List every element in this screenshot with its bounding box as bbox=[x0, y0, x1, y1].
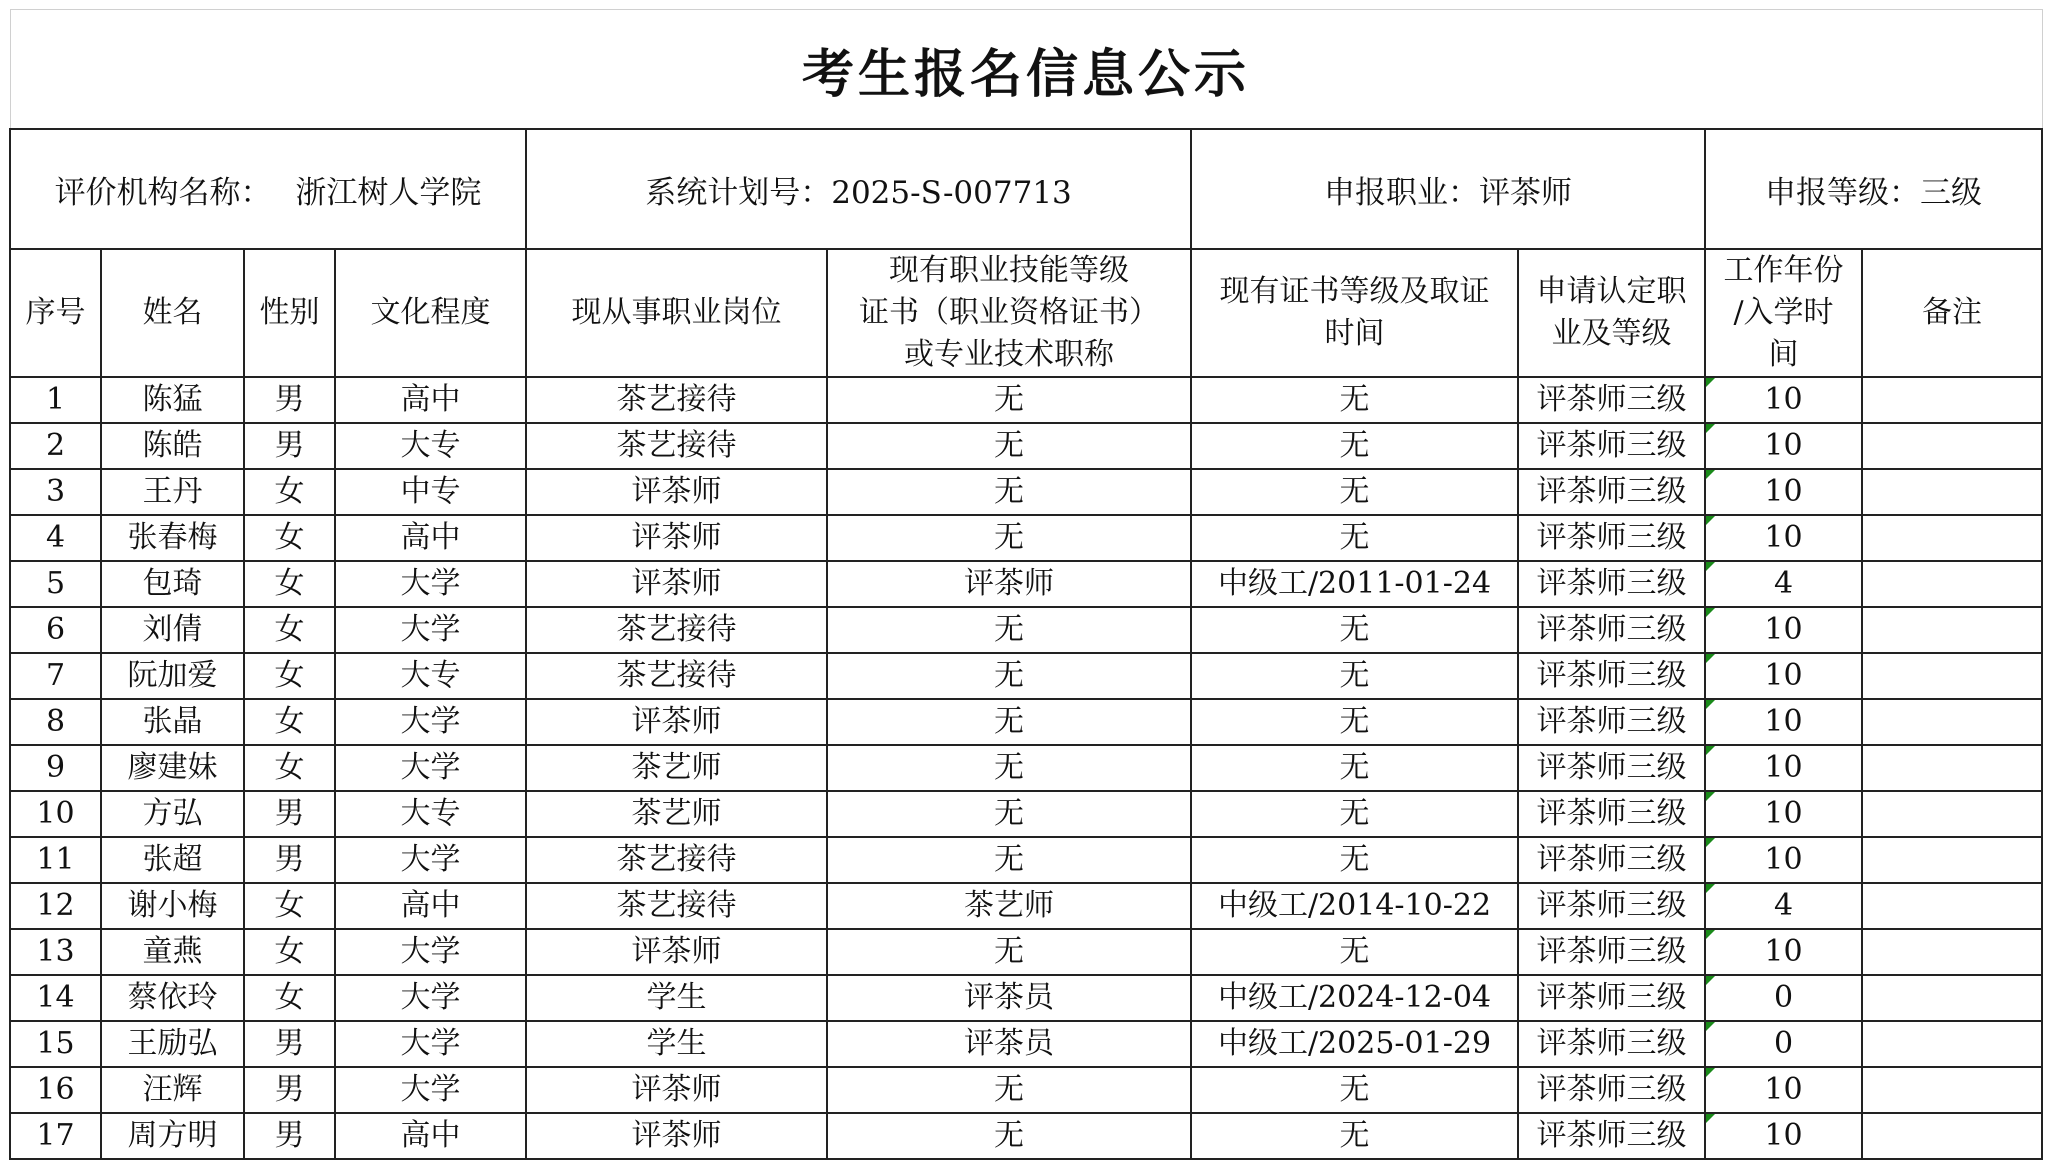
cell-education[interactable]: 大学 bbox=[335, 607, 526, 653]
cell-remark[interactable] bbox=[1862, 745, 2042, 791]
cell-current-job[interactable]: 茶艺接待 bbox=[526, 607, 827, 653]
header-remark[interactable]: 备注 bbox=[1862, 249, 2042, 377]
cell-current-job[interactable]: 茶艺接待 bbox=[526, 377, 827, 423]
cell-gender[interactable]: 女 bbox=[244, 929, 335, 975]
cell-years-value: 10 bbox=[1764, 428, 1803, 463]
cell-remark[interactable] bbox=[1862, 423, 2042, 469]
cell-current-job[interactable]: 评茶师 bbox=[526, 469, 827, 515]
plan-number-cell[interactable] bbox=[526, 129, 1191, 249]
cell-name[interactable]: 张超 bbox=[101, 837, 244, 883]
cell-seq[interactable]: 17 bbox=[10, 1113, 101, 1159]
cell-years[interactable] bbox=[1705, 1021, 1862, 1067]
cell-seq[interactable]: 16 bbox=[10, 1067, 101, 1113]
cell-gender[interactable]: 男 bbox=[244, 837, 335, 883]
number-stored-as-text-indicator bbox=[1706, 1114, 1715, 1123]
cell-years-value: 10 bbox=[1764, 704, 1803, 739]
header-education[interactable]: 文化程度 bbox=[335, 249, 526, 377]
cell-seq[interactable]: 5 bbox=[10, 561, 101, 607]
header-apply-level-line1: 申请认定职 bbox=[1536, 274, 1687, 309]
cell-gender[interactable]: 男 bbox=[244, 423, 335, 469]
cell-current-job[interactable]: 茶艺师 bbox=[526, 791, 827, 837]
header-certificate-level-line2: 时间 bbox=[1324, 316, 1385, 351]
cell-seq[interactable]: 1 bbox=[10, 377, 101, 423]
cell-gender[interactable]: 女 bbox=[244, 515, 335, 561]
cell-years[interactable] bbox=[1705, 883, 1862, 929]
cell-certificate-level[interactable]: 无 bbox=[1191, 377, 1518, 423]
org-name-value: 浙江树人学院 bbox=[295, 174, 482, 211]
cell-current-job[interactable]: 茶艺接待 bbox=[526, 423, 827, 469]
cell-seq[interactable]: 3 bbox=[10, 469, 101, 515]
cell-years[interactable] bbox=[1705, 469, 1862, 515]
cell-certificate[interactable]: 茶艺师 bbox=[827, 883, 1191, 929]
cell-gender[interactable]: 男 bbox=[244, 791, 335, 837]
number-stored-as-text-indicator bbox=[1706, 654, 1715, 663]
cell-apply-level[interactable]: 评茶师三级 bbox=[1518, 1067, 1705, 1113]
cell-certificate[interactable]: 无 bbox=[827, 791, 1191, 837]
cell-apply-level[interactable]: 评茶师三级 bbox=[1518, 423, 1705, 469]
cell-seq[interactable]: 8 bbox=[10, 699, 101, 745]
cell-apply-level[interactable]: 评茶师三级 bbox=[1518, 975, 1705, 1021]
cell-remark[interactable] bbox=[1862, 1067, 2042, 1113]
cell-remark[interactable] bbox=[1862, 377, 2042, 423]
cell-years-value: 10 bbox=[1764, 1118, 1803, 1153]
number-stored-as-text-indicator bbox=[1706, 562, 1715, 571]
cell-remark[interactable] bbox=[1862, 975, 2042, 1021]
table-row bbox=[10, 883, 2042, 929]
cell-education[interactable]: 大学 bbox=[335, 745, 526, 791]
cell-certificate-level[interactable]: 无 bbox=[1191, 699, 1518, 745]
header-apply-level-line2: 业及等级 bbox=[1551, 316, 1672, 351]
header-certificate-line1: 现有职业技能等级 bbox=[889, 253, 1129, 288]
header-apply-level[interactable] bbox=[1518, 249, 1705, 377]
cell-name[interactable]: 刘倩 bbox=[101, 607, 244, 653]
number-stored-as-text-indicator bbox=[1706, 976, 1715, 985]
cell-years-value: 0 bbox=[1773, 980, 1794, 1015]
header-years[interactable] bbox=[1705, 249, 1862, 377]
cell-years[interactable] bbox=[1705, 975, 1862, 1021]
number-stored-as-text-indicator bbox=[1706, 930, 1715, 939]
cell-gender[interactable]: 男 bbox=[244, 1113, 335, 1159]
cell-years-value: 10 bbox=[1764, 1072, 1803, 1107]
cell-certificate-level[interactable]: 无 bbox=[1191, 791, 1518, 837]
number-stored-as-text-indicator bbox=[1706, 516, 1715, 525]
header-certificate-level-line1: 现有证书等级及取证 bbox=[1219, 274, 1490, 309]
cell-current-job[interactable]: 茶艺师 bbox=[526, 745, 827, 791]
cell-education[interactable]: 大学 bbox=[335, 1021, 526, 1067]
cell-remark[interactable] bbox=[1862, 561, 2042, 607]
cell-apply-level[interactable]: 评茶师三级 bbox=[1518, 883, 1705, 929]
cell-apply-level[interactable]: 评茶师三级 bbox=[1518, 377, 1705, 423]
number-stored-as-text-indicator bbox=[1706, 378, 1715, 387]
cell-current-job[interactable]: 评茶师 bbox=[526, 561, 827, 607]
spreadsheet bbox=[9, 9, 2041, 1160]
header-certificate-line3: 或专业技术职称 bbox=[904, 337, 1114, 372]
cell-years[interactable] bbox=[1705, 607, 1862, 653]
cell-seq[interactable]: 2 bbox=[10, 423, 101, 469]
cell-current-job[interactable]: 学生 bbox=[526, 975, 827, 1021]
table-row bbox=[10, 515, 2042, 561]
cell-gender[interactable]: 女 bbox=[244, 607, 335, 653]
header-seq[interactable]: 序号 bbox=[10, 249, 101, 377]
cell-years-value: 0 bbox=[1773, 1026, 1794, 1061]
header-years-line3: 间 bbox=[1768, 337, 1799, 372]
cell-education[interactable]: 高中 bbox=[335, 1113, 526, 1159]
cell-name[interactable]: 谢小梅 bbox=[101, 883, 244, 929]
cell-remark[interactable] bbox=[1862, 883, 2042, 929]
cell-apply-level[interactable]: 评茶师三级 bbox=[1518, 515, 1705, 561]
cell-name[interactable]: 张春梅 bbox=[101, 515, 244, 561]
cell-current-job[interactable]: 茶艺接待 bbox=[526, 653, 827, 699]
cell-name[interactable]: 陈猛 bbox=[101, 377, 244, 423]
cell-current-job[interactable]: 评茶师 bbox=[526, 515, 827, 561]
table-row bbox=[10, 561, 2042, 607]
table-row bbox=[10, 837, 2042, 883]
cell-current-job[interactable]: 评茶师 bbox=[526, 929, 827, 975]
table-row bbox=[10, 653, 2042, 699]
cell-apply-level[interactable]: 评茶师三级 bbox=[1518, 653, 1705, 699]
cell-certificate[interactable]: 无 bbox=[827, 929, 1191, 975]
cell-education[interactable]: 大专 bbox=[335, 423, 526, 469]
occupation-label: 申报职业： bbox=[1324, 174, 1479, 211]
cell-seq[interactable]: 4 bbox=[10, 515, 101, 561]
cell-certificate-level[interactable]: 无 bbox=[1191, 1067, 1518, 1113]
cell-certificate-level[interactable]: 无 bbox=[1191, 929, 1518, 975]
cell-education[interactable]: 大专 bbox=[335, 791, 526, 837]
cell-education[interactable]: 高中 bbox=[335, 515, 526, 561]
cell-years-value: 10 bbox=[1764, 382, 1803, 417]
cell-name[interactable]: 童燕 bbox=[101, 929, 244, 975]
cell-name[interactable]: 蔡依玲 bbox=[101, 975, 244, 1021]
header-name[interactable]: 姓名 bbox=[101, 249, 244, 377]
cell-name[interactable]: 方弘 bbox=[101, 791, 244, 837]
table-row bbox=[10, 791, 2042, 837]
cell-certificate-level[interactable]: 无 bbox=[1191, 515, 1518, 561]
table-row bbox=[10, 745, 2042, 791]
header-certificate-level[interactable] bbox=[1191, 249, 1518, 377]
cell-apply-level[interactable]: 评茶师三级 bbox=[1518, 837, 1705, 883]
cell-seq[interactable]: 15 bbox=[10, 1021, 101, 1067]
cell-gender[interactable]: 女 bbox=[244, 653, 335, 699]
cell-years[interactable] bbox=[1705, 561, 1862, 607]
cell-remark[interactable] bbox=[1862, 1113, 2042, 1159]
occupation-value: 评茶师 bbox=[1479, 174, 1572, 211]
cell-education[interactable]: 大学 bbox=[335, 699, 526, 745]
cell-certificate-level[interactable]: 无 bbox=[1191, 653, 1518, 699]
cell-education[interactable]: 中专 bbox=[335, 469, 526, 515]
cell-education[interactable]: 高中 bbox=[335, 883, 526, 929]
cell-education[interactable]: 大学 bbox=[335, 837, 526, 883]
cell-gender[interactable]: 女 bbox=[244, 699, 335, 745]
cell-education[interactable]: 大学 bbox=[335, 1067, 526, 1113]
table-row bbox=[10, 1113, 2042, 1159]
cell-remark[interactable] bbox=[1862, 929, 2042, 975]
cell-gender[interactable]: 男 bbox=[244, 1067, 335, 1113]
table-row bbox=[10, 699, 2042, 745]
cell-remark[interactable] bbox=[1862, 1021, 2042, 1067]
cell-certificate-level[interactable]: 中级工/2014-10-22 bbox=[1191, 883, 1518, 929]
cell-seq[interactable]: 13 bbox=[10, 929, 101, 975]
cell-apply-level[interactable]: 评茶师三级 bbox=[1518, 791, 1705, 837]
header-current-job[interactable]: 现从事职业岗位 bbox=[526, 249, 827, 377]
cell-years[interactable] bbox=[1705, 929, 1862, 975]
cell-name[interactable]: 周方明 bbox=[101, 1113, 244, 1159]
cell-seq[interactable]: 9 bbox=[10, 745, 101, 791]
cell-certificate[interactable]: 无 bbox=[827, 837, 1191, 883]
cell-certificate[interactable]: 无 bbox=[827, 469, 1191, 515]
cell-years[interactable] bbox=[1705, 377, 1862, 423]
level-value: 三级 bbox=[1920, 174, 1983, 211]
cell-current-job[interactable]: 评茶师 bbox=[526, 699, 827, 745]
cell-certificate[interactable]: 无 bbox=[827, 377, 1191, 423]
number-stored-as-text-indicator bbox=[1706, 700, 1715, 709]
cell-certificate-level[interactable]: 无 bbox=[1191, 837, 1518, 883]
cell-apply-level[interactable]: 评茶师三级 bbox=[1518, 929, 1705, 975]
cell-years[interactable] bbox=[1705, 423, 1862, 469]
cell-apply-level[interactable]: 评茶师三级 bbox=[1518, 469, 1705, 515]
cell-education[interactable]: 高中 bbox=[335, 377, 526, 423]
cell-seq[interactable]: 6 bbox=[10, 607, 101, 653]
table-row bbox=[10, 929, 2042, 975]
cell-years[interactable] bbox=[1705, 791, 1862, 837]
header-certificate[interactable] bbox=[827, 249, 1191, 377]
cell-education[interactable]: 大学 bbox=[335, 929, 526, 975]
cell-certificate-level[interactable]: 中级工/2024-12-04 bbox=[1191, 975, 1518, 1021]
cell-years-value: 10 bbox=[1764, 796, 1803, 831]
cell-gender[interactable]: 女 bbox=[244, 469, 335, 515]
cell-name[interactable]: 廖建妹 bbox=[101, 745, 244, 791]
cell-current-job[interactable]: 茶艺接待 bbox=[526, 837, 827, 883]
level-cell[interactable] bbox=[1705, 129, 2042, 249]
cell-years-value: 10 bbox=[1764, 934, 1803, 969]
number-stored-as-text-indicator bbox=[1706, 608, 1715, 617]
cell-name[interactable]: 王励弘 bbox=[101, 1021, 244, 1067]
cell-certificate[interactable]: 评茶师 bbox=[827, 561, 1191, 607]
cell-years-value: 10 bbox=[1764, 750, 1803, 785]
cell-years[interactable] bbox=[1705, 745, 1862, 791]
cell-certificate[interactable]: 无 bbox=[827, 699, 1191, 745]
cell-apply-level[interactable]: 评茶师三级 bbox=[1518, 1021, 1705, 1067]
cell-certificate[interactable]: 无 bbox=[827, 515, 1191, 561]
table-row bbox=[10, 423, 2042, 469]
cell-remark[interactable] bbox=[1862, 653, 2042, 699]
table-row bbox=[10, 377, 2042, 423]
column-header-row bbox=[10, 249, 2042, 377]
header-years-line1: 工作年份 bbox=[1723, 253, 1844, 288]
cell-seq[interactable]: 12 bbox=[10, 883, 101, 929]
number-stored-as-text-indicator bbox=[1706, 1068, 1715, 1077]
cell-current-job[interactable]: 评茶师 bbox=[526, 1067, 827, 1113]
cell-name[interactable]: 汪辉 bbox=[101, 1067, 244, 1113]
cell-name[interactable]: 张晶 bbox=[101, 699, 244, 745]
cell-remark[interactable] bbox=[1862, 469, 2042, 515]
cell-certificate-level[interactable]: 中级工/2011-01-24 bbox=[1191, 561, 1518, 607]
cell-certificate-level[interactable]: 无 bbox=[1191, 745, 1518, 791]
number-stored-as-text-indicator bbox=[1706, 424, 1715, 433]
cell-name[interactable]: 阮加爱 bbox=[101, 653, 244, 699]
cell-gender[interactable]: 女 bbox=[244, 975, 335, 1021]
table-row bbox=[10, 469, 2042, 515]
cell-years-value: 10 bbox=[1764, 520, 1803, 555]
cell-name[interactable]: 陈皓 bbox=[101, 423, 244, 469]
cell-years-value: 10 bbox=[1764, 658, 1803, 693]
cell-years-value: 10 bbox=[1764, 612, 1803, 647]
cell-years[interactable] bbox=[1705, 515, 1862, 561]
cell-gender[interactable]: 女 bbox=[244, 745, 335, 791]
cell-years[interactable] bbox=[1705, 1113, 1862, 1159]
header-gender[interactable]: 性别 bbox=[244, 249, 335, 377]
cell-remark[interactable] bbox=[1862, 699, 2042, 745]
cell-years[interactable] bbox=[1705, 653, 1862, 699]
cell-certificate[interactable]: 无 bbox=[827, 607, 1191, 653]
registration-table bbox=[9, 9, 2043, 1160]
cell-name[interactable]: 王丹 bbox=[101, 469, 244, 515]
cell-remark[interactable] bbox=[1862, 515, 2042, 561]
level-label: 申报等级： bbox=[1765, 174, 1921, 211]
cell-current-job[interactable]: 评茶师 bbox=[526, 1113, 827, 1159]
cell-remark[interactable] bbox=[1862, 791, 2042, 837]
cell-certificate[interactable]: 评茶员 bbox=[827, 1021, 1191, 1067]
cell-current-job[interactable]: 学生 bbox=[526, 1021, 827, 1067]
cell-remark[interactable] bbox=[1862, 837, 2042, 883]
cell-years-value: 4 bbox=[1773, 566, 1794, 601]
cell-seq[interactable]: 14 bbox=[10, 975, 101, 1021]
cell-apply-level[interactable]: 评茶师三级 bbox=[1518, 561, 1705, 607]
cell-apply-level[interactable]: 评茶师三级 bbox=[1518, 1113, 1705, 1159]
table-row bbox=[10, 975, 2042, 1021]
cell-apply-level[interactable]: 评茶师三级 bbox=[1518, 699, 1705, 745]
number-stored-as-text-indicator bbox=[1706, 470, 1715, 479]
cell-seq[interactable]: 7 bbox=[10, 653, 101, 699]
number-stored-as-text-indicator bbox=[1706, 884, 1715, 893]
header-years-line2: /入学时 bbox=[1733, 295, 1834, 330]
cell-years-value: 10 bbox=[1764, 842, 1803, 877]
table-row bbox=[10, 1021, 2042, 1067]
cell-apply-level[interactable]: 评茶师三级 bbox=[1518, 607, 1705, 653]
cell-apply-level[interactable]: 评茶师三级 bbox=[1518, 745, 1705, 791]
cell-gender[interactable]: 女 bbox=[244, 883, 335, 929]
cell-seq[interactable]: 11 bbox=[10, 837, 101, 883]
number-stored-as-text-indicator bbox=[1706, 792, 1715, 801]
cell-certificate-level[interactable]: 无 bbox=[1191, 469, 1518, 515]
number-stored-as-text-indicator bbox=[1706, 746, 1715, 755]
cell-years[interactable] bbox=[1705, 837, 1862, 883]
cell-name[interactable]: 包琦 bbox=[101, 561, 244, 607]
plan-number-value: 2025-S-007713 bbox=[831, 174, 1072, 211]
org-name-label: 评价机构名称： bbox=[54, 174, 272, 211]
cell-certificate-level[interactable]: 中级工/2025-01-29 bbox=[1191, 1021, 1518, 1067]
cell-certificate[interactable]: 无 bbox=[827, 745, 1191, 791]
cell-years[interactable] bbox=[1705, 699, 1862, 745]
plan-number-label: 系统计划号： bbox=[645, 174, 832, 211]
cell-gender[interactable]: 男 bbox=[244, 1021, 335, 1067]
cell-certificate-level[interactable]: 无 bbox=[1191, 1113, 1518, 1159]
cell-years-value: 4 bbox=[1773, 888, 1794, 923]
cell-certificate-level[interactable]: 无 bbox=[1191, 607, 1518, 653]
cell-education[interactable]: 大学 bbox=[335, 975, 526, 1021]
page-title[interactable]: 考生报名信息公示 bbox=[10, 10, 2042, 130]
cell-certificate[interactable]: 无 bbox=[827, 423, 1191, 469]
cell-gender[interactable]: 男 bbox=[244, 377, 335, 423]
occupation-cell[interactable] bbox=[1191, 129, 1705, 249]
cell-certificate[interactable]: 无 bbox=[827, 653, 1191, 699]
cell-remark[interactable] bbox=[1862, 607, 2042, 653]
cell-certificate[interactable]: 无 bbox=[827, 1067, 1191, 1113]
cell-years-value: 10 bbox=[1764, 474, 1803, 509]
table-row bbox=[10, 607, 2042, 653]
cell-education[interactable]: 大专 bbox=[335, 653, 526, 699]
cell-certificate[interactable]: 评茶员 bbox=[827, 975, 1191, 1021]
cell-certificate-level[interactable]: 无 bbox=[1191, 423, 1518, 469]
cell-years[interactable] bbox=[1705, 1067, 1862, 1113]
cell-seq[interactable]: 10 bbox=[10, 791, 101, 837]
org-name-cell[interactable] bbox=[10, 129, 526, 249]
header-certificate-line2: 证书（职业资格证书） bbox=[859, 295, 1159, 330]
cell-education[interactable]: 大学 bbox=[335, 561, 526, 607]
table-row bbox=[10, 1067, 2042, 1113]
cell-gender[interactable]: 女 bbox=[244, 561, 335, 607]
cell-certificate[interactable]: 无 bbox=[827, 1113, 1191, 1159]
number-stored-as-text-indicator bbox=[1706, 838, 1715, 847]
number-stored-as-text-indicator bbox=[1706, 1022, 1715, 1031]
cell-current-job[interactable]: 茶艺接待 bbox=[526, 883, 827, 929]
